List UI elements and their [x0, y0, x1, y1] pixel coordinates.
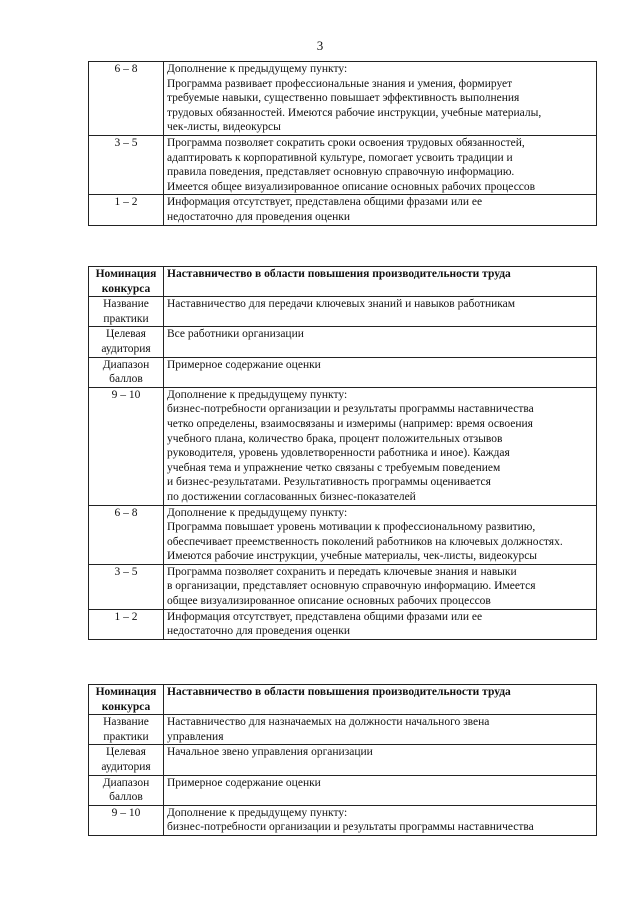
description-line: Информация отсутствует, представлена общими фразами или ее — [167, 196, 483, 209]
table-row — [89, 62, 597, 136]
description-line: чек-листы, видеокурсы — [167, 121, 281, 134]
description-line: адаптировать к корпоративной культуре, помогает усвоить традиции и — [167, 151, 513, 164]
row-value-cell — [164, 327, 597, 357]
row-label: Название — [103, 298, 149, 311]
row-label: аудитория — [101, 342, 151, 355]
description-line: недостаточно для проведения оценки — [167, 210, 351, 223]
row-value-line: Наставничество для назначаемых на должности начального звена — [167, 716, 490, 729]
description-line: Дополнение к предыдущему пункту: — [167, 806, 348, 819]
row-label: Название — [103, 716, 149, 729]
table-row — [89, 564, 597, 609]
description-line: правила поведения, представляет основную справочную информацию. — [167, 166, 515, 179]
row-value-line: Все работники организации — [167, 328, 304, 341]
description-line: по достижении согласованных бизнес-показателей — [167, 490, 416, 503]
score-range: 1 – 2 — [114, 196, 138, 209]
row-label: баллов — [109, 791, 143, 804]
nomination-title-cell — [164, 267, 597, 297]
description-line: четко определены, взаимосвязаны и измеримы (например: время освоения — [167, 417, 533, 430]
table-row — [89, 135, 597, 194]
description-cell — [164, 609, 597, 639]
row-label: Целевая — [106, 328, 146, 341]
description-cell — [164, 505, 597, 564]
row-label: баллов — [109, 373, 143, 386]
score-range-cell — [89, 505, 164, 564]
row-value-cell — [164, 357, 597, 387]
row-value-cell — [164, 297, 597, 327]
score-range-cell — [89, 805, 164, 835]
table-row — [89, 387, 597, 505]
description-line: общее визуализированное описание основных рабочих процессов — [167, 595, 491, 608]
description-line: бизнес-потребности организации и результаты программы наставничества — [167, 403, 534, 416]
table-row — [89, 609, 597, 639]
nomination-label-cell — [89, 685, 164, 715]
nomination-label-cell — [89, 267, 164, 297]
description-line: недостаточно для проведения оценки — [167, 625, 351, 638]
row-label: Диапазон — [102, 776, 150, 789]
row-label: аудитория — [101, 760, 151, 773]
table-header-row — [89, 267, 597, 297]
table-row — [89, 715, 597, 745]
row-value-line: Наставничество для передачи ключевых знаний и навыков работникам — [167, 298, 516, 311]
description-cell — [164, 564, 597, 609]
row-label-cell — [89, 357, 164, 387]
row-value-line: Начальное звено управления организации — [167, 746, 373, 759]
score-range-cell — [89, 387, 164, 505]
row-value-line: Примерное содержание оценки — [167, 776, 321, 789]
description-line: обеспечивает преемственность поколений работников на ключевых должностях. — [167, 535, 563, 548]
page-number: 3 — [316, 38, 324, 53]
description-line: Программа повышает уровень мотивации к профессиональному развитию, — [167, 521, 536, 534]
table-row — [89, 195, 597, 225]
row-value-cell — [164, 745, 597, 775]
score-range: 3 – 5 — [114, 136, 138, 149]
description-line: Программа развивает профессиональные знания и умения, формирует — [167, 77, 513, 90]
nomination-title: Наставничество в области повышения производительности труда — [167, 686, 511, 698]
nomination-label: Номинация — [95, 268, 157, 280]
description-cell — [164, 135, 597, 194]
row-value-cell — [164, 715, 597, 745]
description-line: Программа позволяет сохранить и передать ключевые знания и навыки — [167, 565, 517, 578]
row-value-line: управления — [167, 730, 224, 743]
row-label: практики — [103, 312, 149, 325]
description-line: в организации, представляет основную справочную информацию. Имеется — [167, 580, 536, 593]
criteria-table-continued — [88, 61, 597, 226]
row-label: Диапазон — [102, 358, 150, 371]
description-line: бизнес-потребности организации и результаты программы наставничества — [167, 821, 534, 834]
score-range: 9 – 10 — [111, 806, 141, 819]
description-line: Дополнение к предыдущему пункту: — [167, 388, 348, 401]
score-range-cell — [89, 564, 164, 609]
score-range-cell — [89, 62, 164, 136]
row-label-cell — [89, 715, 164, 745]
score-range-cell — [89, 609, 164, 639]
table-row — [89, 357, 597, 387]
nomination-title-cell — [164, 685, 597, 715]
description-cell — [164, 805, 597, 835]
description-line: и бизнес-результатами. Результативность программы оценивается — [167, 476, 491, 489]
description-cell — [164, 62, 597, 136]
description-line: учебная тема и упражнение четко связаны с требуемым поведением — [167, 461, 501, 474]
score-range: 6 – 8 — [114, 506, 138, 519]
description-line: Информация отсутствует, представлена общими фразами или ее — [167, 610, 483, 623]
table-row — [89, 775, 597, 805]
row-value-cell — [164, 775, 597, 805]
description-line: руководителя, уровень удовлетворенности работника и иное). Каждая — [167, 447, 510, 460]
score-range-cell — [89, 195, 164, 225]
nomination-table-management — [88, 684, 597, 836]
row-label-cell — [89, 327, 164, 357]
score-range: 9 – 10 — [111, 388, 141, 401]
nomination-label: конкурса — [101, 700, 151, 713]
description-cell — [164, 195, 597, 225]
description-line: Дополнение к предыдущему пункту: — [167, 63, 348, 75]
table-row — [89, 505, 597, 564]
description-line: требуемые навыки, существенно повышает эффективность выполнения — [167, 92, 520, 105]
description-line: Программа позволяет сократить сроки освоения трудовых обязанностей, — [167, 136, 525, 149]
description-line: Имеются рабочие инструкции, учебные материалы, чек-листы, видеокурсы — [167, 550, 538, 563]
score-range-cell — [89, 135, 164, 194]
table-header-row — [89, 685, 597, 715]
score-range: 1 – 2 — [114, 610, 138, 623]
nomination-table-productivity — [88, 266, 597, 640]
description-line: Дополнение к предыдущему пункту: — [167, 506, 348, 519]
score-range: 6 – 8 — [114, 63, 138, 75]
description-line: Имеется общее визуализированное описание основных рабочих процессов — [167, 180, 536, 193]
table-row — [89, 327, 597, 357]
row-label-cell — [89, 297, 164, 327]
row-label: Целевая — [106, 746, 146, 759]
row-label: практики — [103, 730, 149, 743]
row-label-cell — [89, 775, 164, 805]
table-row — [89, 297, 597, 327]
row-value-line: Примерное содержание оценки — [167, 358, 321, 371]
nomination-title: Наставничество в области повышения производительности труда — [167, 268, 511, 280]
table-row — [89, 805, 597, 835]
description-cell — [164, 387, 597, 505]
description-line: трудовых обязанностей. Имеются рабочие инструкции, учебные материалы, — [167, 106, 542, 119]
row-label-cell — [89, 745, 164, 775]
table-row — [89, 745, 597, 775]
nomination-label: конкурса — [101, 282, 151, 295]
description-line: учебного плана, количество брака, процент положительных отзывов — [167, 432, 503, 445]
nomination-label: Номинация — [95, 686, 157, 698]
score-range: 3 – 5 — [114, 565, 138, 578]
